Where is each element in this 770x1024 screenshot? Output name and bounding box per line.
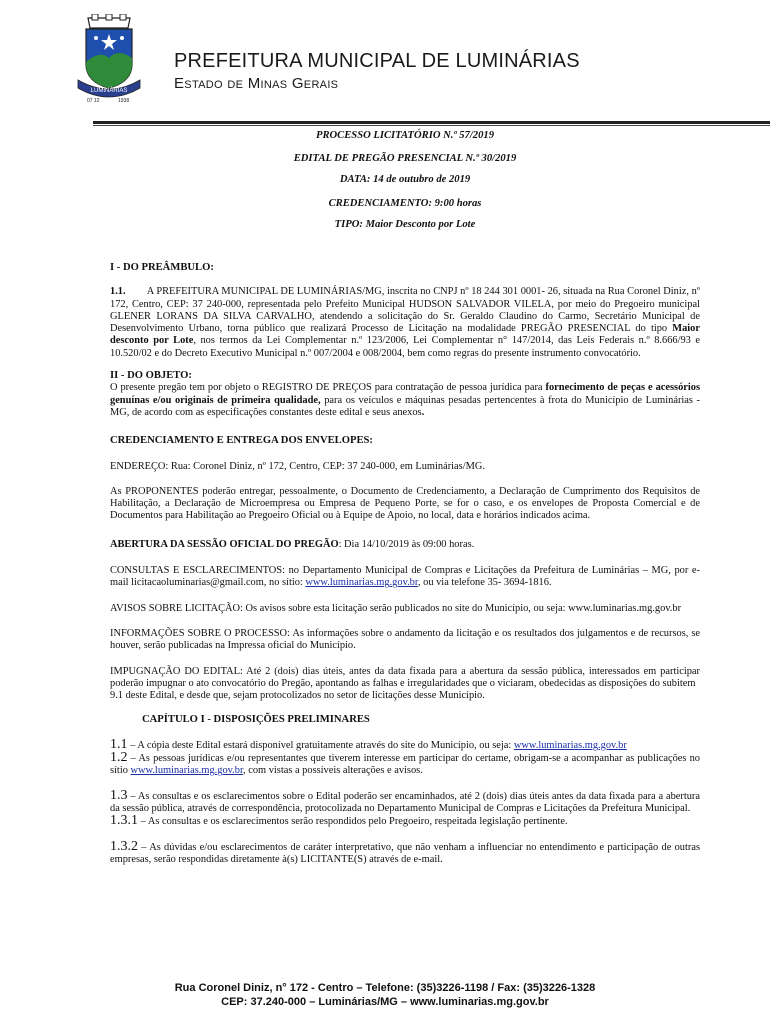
credenciamento-time: CREDENCIAMENTO: 9:00 horas bbox=[328, 198, 482, 209]
crest-year-right: 1938 bbox=[118, 98, 130, 104]
item-1-3-number: 1.3 bbox=[110, 787, 128, 803]
header-divider-thick bbox=[93, 121, 770, 124]
item-1-2-link[interactable]: www.luminarias.mg.gov.br bbox=[130, 765, 244, 777]
municipal-crest-icon bbox=[74, 14, 144, 104]
org-title: PREFEITURA MUNICIPAL DE LUMINÁRIAS bbox=[174, 50, 580, 72]
item-1-2-text-end: , com vistas a possíveis alterações e avisos. bbox=[243, 765, 423, 777]
item-1-3-2-number: 1.3.2 bbox=[110, 838, 138, 854]
edital-date: DATA: 14 de outubro de 2019 bbox=[339, 174, 471, 185]
impugnacao-paragraph: IMPUGNAÇÃO DO EDITAL: Até 2 (dois) dias úteis, antes da data fixada para a abertura da sessão pública, interessados em participar poderão impugnar o ato convocatório do Pregão, apontando as falhas e irregularidades que o viciaram, obedecidas as disposições do subitem bbox=[110, 665, 700, 689]
preambulo-text: A PREFEITURA MUNICIPAL DE LUMINÁRIAS/MG, inscrita no CNPJ nº 18 244 301 0001- 26, situada na Rua Coronel Diniz, nº 172, Centro, CEP: 37 240-000, representada pelo Prefeito Municipal HUDSON SALVADOR VILELA, por meio do Pregoeiro municipal GLENER LORANS DA SILVA CARVALHO, atendendo a solicitação do Sr. Geraldo Claudino do Carmo, Secretário Municipal de Desenvolvimento Urbano, torna público que realizará Processo de Licitação na modalidade PREGÃO PRESENCIAL do tipo bbox=[110, 286, 701, 335]
item-1-1-number: 1.1 bbox=[110, 736, 128, 752]
preambulo-paragraph bbox=[110, 286, 700, 360]
edital-type: TIPO: Maior Desconto por Lote bbox=[334, 219, 476, 230]
section-preambulo-title: I - DO PREÂMBULO: bbox=[110, 262, 214, 273]
item-1-2-number: 1.2 bbox=[110, 750, 128, 766]
objeto-text-end: para os veículos e máquinas pesadas pertencentes à frota do Município de Luminárias - MG, de acordo com as especificações constantes deste edital e seus anexos bbox=[110, 394, 701, 418]
objeto-text: O presente pregão tem por objeto o REGISTRO DE PREÇOS para contratação de pessoa jurídica para bbox=[110, 382, 546, 394]
abertura-text: : Dia 14/10/2019 às 09:00 horas. bbox=[338, 538, 475, 550]
item-1-3-text: – As consultas e os esclarecimentos sobre o Edital poderão ser encaminhados, até 2 (dois) dias úteis antes da data fixada para a abertura da sessão pública, através de correspondência, protocolizada no Departamento Municipal de Compras e Licitações da Prefeitura Municipal. bbox=[110, 790, 700, 814]
item-1-3 bbox=[110, 787, 700, 816]
abertura-paragraph bbox=[110, 539, 700, 551]
item-1-3-1-text: – As consultas e os esclarecimentos serão respondidos pelo Pregoeiro, respeitada legislação pertinente. bbox=[138, 816, 568, 828]
footer-cep-website: CEP: 37.240-000 – Luminárias/MG – www.luminarias.mg.gov.br bbox=[221, 996, 549, 1008]
page-footer bbox=[0, 981, 770, 1009]
section-objeto-title: II - DO OBJETO: bbox=[110, 370, 192, 382]
org-subtitle: Estado de Minas Gerais bbox=[174, 75, 339, 92]
letterhead bbox=[0, 0, 770, 128]
item-1-2 bbox=[110, 752, 700, 778]
footer-address: Rua Coronel Diniz, n° 172 - Centro – Telefone: (35)3226-1198 / Fax: (35)3226-1328 bbox=[174, 982, 596, 994]
item-1-2-text: – As pessoas jurídicas e/ou representantes que tiverem interesse em participar do certame, obrigam-se a acompanhar as publicações no sítio bbox=[110, 753, 700, 777]
item-1-1 bbox=[110, 736, 700, 752]
edital-body bbox=[110, 262, 700, 866]
item-1-3-1 bbox=[110, 815, 700, 828]
preambulo-text-end: , nos termos da Lei Complementar n.º 123/2006, Lei Complementar n° 147/2014, das Leis Federais n.º 8.666/93 e 10.520/02 e do Decreto Executivo Municipal n.º 007/2004 e 008/2004, bem como regras do presente instrumento convocatório. bbox=[110, 335, 701, 359]
objeto-paragraph bbox=[110, 382, 700, 419]
preambulo-text-bold: Maior desconto por Lote bbox=[110, 323, 700, 347]
consultas-text: CONSULTAS E ESCLARECIMENTOS: no Departamento Municipal de Compras e Licitações da Prefeitura de Luminárias – MG, por e-mail licitacaoluminarias@gmail.com, no sítio: bbox=[110, 565, 700, 589]
item-1-3-1-number: 1.3.1 bbox=[110, 813, 138, 829]
objeto-text-bold: fornecimento de peças e acessórios genuínas e/ou originais de primeira qualidade, bbox=[110, 382, 701, 406]
crest-banner-text: LUMINÁRIAS bbox=[90, 88, 128, 94]
chapter-title: CAPÍTULO I - DISPOSIÇÕES PRELIMINARES bbox=[142, 714, 370, 726]
impugnacao-line-2: 9.1 deste Edital, e desde que, sejam protocolizados no setor de licitações desse Município. bbox=[110, 690, 485, 702]
preambulo-item-number: 1.1. bbox=[110, 286, 126, 298]
item-1-3-2-text: – As dúvidas e/ou esclarecimentos de caráter interpretativo, que não venham a influenciar no entendimento e participação de outras empresas, serão respondidas diretamente à(s) LICITANTE(S) através de e-mail. bbox=[110, 841, 700, 865]
crest-year-left: 07 12 bbox=[87, 98, 100, 104]
avisos-paragraph: AVISOS SOBRE LICITAÇÃO: Os avisos sobre esta licitação serão publicados no site do Município, ou seja: www.luminarias.mg.gov.br bbox=[110, 602, 682, 614]
item-1-3-2 bbox=[110, 838, 700, 867]
endereco-paragraph: ENDEREÇO: Rua: Coronel Diniz, nº 172, Centro, CEP: 37 240-000, em Luminárias/MG. bbox=[110, 460, 485, 472]
item-1-1-link[interactable]: www.luminarias.mg.gov.br bbox=[513, 739, 627, 751]
proponentes-paragraph: As PROPONENTES poderão entregar, pessoalmente, o Documento de Credenciamento, a Declaração de Cumprimento dos Requisitos de Habilitação, a Declaração de Microempresa ou Empresa de Pequeno Porte, se for o caso, e os envelopes de Proposta Comercial e de Documentos para Habilitação ao Pregoeiro Oficial ou à Equipe de Apoio, no local, data e horários indicados acima. bbox=[110, 485, 700, 522]
consultas-paragraph bbox=[110, 565, 700, 590]
abertura-label: ABERTURA DA SESSÃO OFICIAL DO PREGÃO bbox=[110, 538, 339, 550]
process-number: PROCESSO LICITATÓRIO N.º 57/2019 bbox=[315, 130, 494, 141]
header-divider-thin bbox=[93, 125, 770, 126]
item-1-1-text: – A cópia deste Edital estará disponível gratuitamente através do site do Município, ou seja: bbox=[127, 739, 514, 751]
objeto-period: . bbox=[421, 406, 425, 418]
informacoes-paragraph: INFORMAÇÕES SOBRE O PROCESSO: As informações sobre o andamento da licitação e os resultados dos julgamentos e de recursos, se houver, serão publicadas na Impressa oficial do Município. bbox=[110, 627, 700, 652]
section-credenciamento-title: CREDENCIAMENTO E ENTREGA DOS ENVELOPES: bbox=[110, 435, 373, 447]
edital-number: EDITAL DE PREGÃO PRESENCIAL N.º 30/2019 bbox=[293, 153, 517, 164]
consultas-website-link[interactable]: www.luminarias.mg.gov.br bbox=[305, 577, 418, 589]
consultas-text-end: , ou via telefone 35- 3694-1816. bbox=[417, 577, 552, 589]
